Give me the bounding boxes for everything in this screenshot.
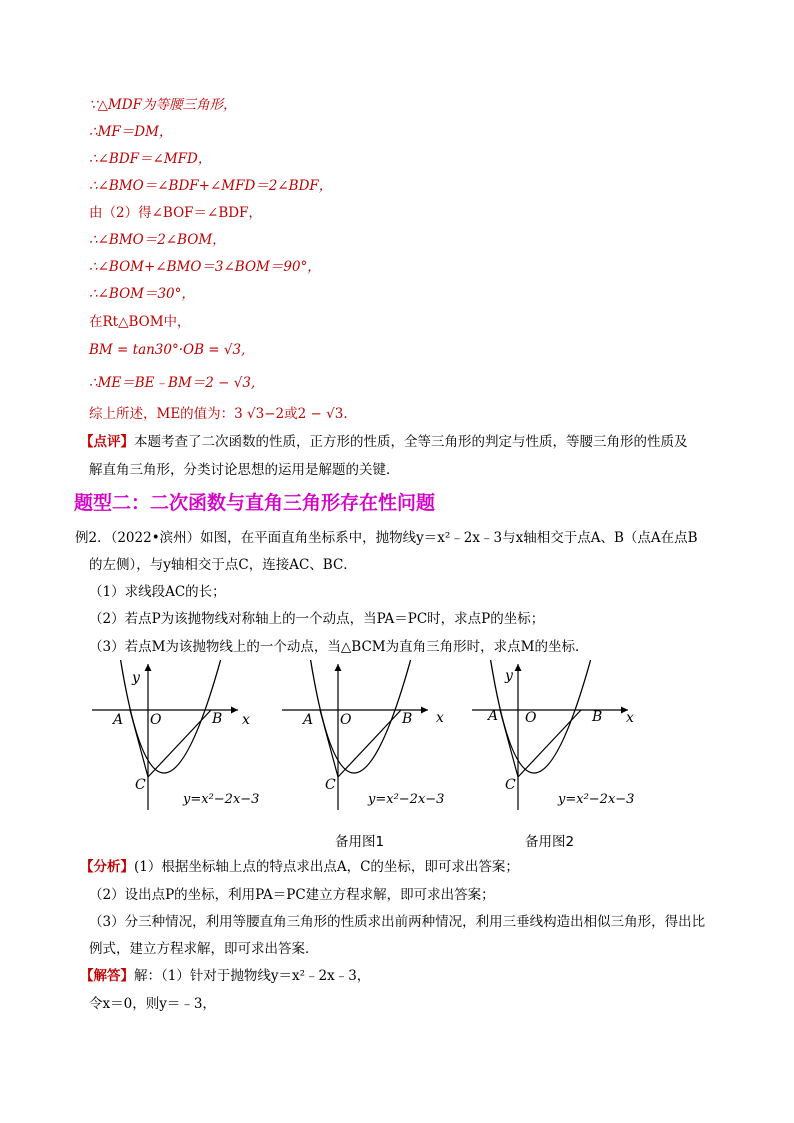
analysis-tag: 【分析】: [80, 859, 134, 875]
label-b: B: [592, 709, 603, 725]
parabola-figure-3: [468, 660, 648, 810]
analysis-line-3: （3）分三种情况，利用等腰直角三角形的性质求出前两种情况，利用三垂线构造出相似三角形，得出比: [89, 914, 706, 930]
solution-line-6: ∴∠BMO＝2∠BOM，: [89, 232, 226, 248]
comment-text-2: 解直角三角形，分类讨论思想的运用是解题的关键．: [89, 462, 400, 478]
caption-2: 备用图2: [525, 834, 575, 850]
solution-line-11: ∴ME＝BE﹣BM＝2 − √3,: [89, 375, 256, 391]
equation-label: y=x²−2x−3: [558, 792, 635, 807]
label-a: A: [113, 712, 124, 728]
question-3: （3）若点M为该抛物线上的一个动点，当△BCM为直角三角形时，求点M的坐标．: [89, 639, 589, 655]
analysis-line-1: [80, 858, 519, 876]
section-heading: 题型二：二次函数与直角三角形存在性问题: [74, 492, 436, 514]
solution-line-8: ∴∠BOM＝30°，: [89, 286, 195, 302]
answer-line-1: [80, 967, 370, 985]
label-x: x: [242, 712, 250, 728]
solution-line-9: 在Rt△BOM中，: [89, 314, 191, 330]
comment-text-1: 本题考查了二次函数的性质，正方形的性质，全等三角形的判定与性质，等腰三角形的性质及: [134, 434, 688, 450]
example-line-1: 例2．（2022•滨州）如图，在平面直角坐标系中，抛物线y＝x²﹣2x﹣3与x轴相交于点A、B（点A在点B: [75, 530, 698, 546]
comment-line-1: [80, 433, 688, 451]
answer-tag: 【解答】: [80, 968, 134, 984]
example-line-2: 的左侧），与y轴相交于点C，连接AC、BC．: [89, 557, 357, 573]
comment-tag: 【点评】: [80, 434, 134, 450]
label-o: O: [150, 712, 162, 728]
label-a: A: [488, 708, 499, 724]
answer-text-1: 解：（1）针对于抛物线y＝x²﹣2x﹣3，: [134, 968, 371, 984]
label-y: y: [505, 668, 513, 684]
y-axis-arrow: [335, 664, 342, 671]
label-b: B: [212, 711, 223, 727]
solution-line-5: 由（2）得∠BOF＝∠BDF，: [89, 205, 262, 221]
caption-1: 备用图1: [335, 834, 385, 850]
y-axis-arrow: [145, 664, 152, 671]
label-o: O: [340, 712, 352, 728]
label-b: B: [402, 711, 413, 727]
label-x: x: [626, 710, 634, 726]
solution-line-12: 综上所述，ME的值为：3 √3−2或2 − √3.: [89, 406, 348, 422]
label-c: C: [505, 777, 516, 793]
segment-ac: [500, 710, 518, 777]
analysis-text-1: (1）根据坐标轴上点的特点求出点A，C的坐标，即可求出答案；: [134, 859, 519, 875]
solution-line-4: ∴∠BMO＝∠BDF+∠MFD＝2∠BDF，: [89, 178, 333, 194]
label-a: A: [303, 712, 314, 728]
solution-line-10: BM = tan30°·OB = √3,: [89, 342, 246, 358]
segment-ac: [320, 710, 338, 777]
analysis-line-2: （2）设出点P的坐标，利用PA＝PC建立方程求解，即可求出答案；: [89, 887, 495, 903]
x-axis-arrow: [421, 707, 428, 714]
x-axis-arrow: [231, 707, 238, 714]
y-axis-arrow: [515, 664, 522, 671]
solution-line-3: ∴∠BDF＝∠MFD，: [89, 151, 212, 167]
analysis-line-4: 例式，建立方程求解，即可求出答案．: [89, 941, 319, 957]
question-1: （1）求线段AC的长；: [89, 584, 226, 600]
label-y: y: [132, 670, 140, 686]
answer-line-2: 令x＝0，则y＝﹣3，: [89, 996, 216, 1012]
label-o: O: [525, 710, 537, 726]
equation-label: y=x²−2x−3: [183, 792, 260, 807]
segment-ac: [130, 710, 148, 777]
equation-label: y=x²−2x−3: [368, 792, 445, 807]
label-c: C: [135, 777, 146, 793]
solution-line-1: ∵△MDF为等腰三角形，: [89, 97, 237, 113]
parabola-figure-2: [278, 660, 458, 810]
question-2: （2）若点P为该抛物线对称轴上的一个动点，当PA＝PC时，求点P的坐标；: [89, 611, 545, 627]
parabola-figure-1: [88, 660, 268, 810]
label-x: x: [436, 710, 444, 726]
solution-line-7: ∴∠BOM+∠BMO＝3∠BOM＝90°，: [89, 259, 321, 275]
label-c: C: [325, 777, 336, 793]
solution-line-2: ∴MF＝DM，: [89, 124, 173, 140]
